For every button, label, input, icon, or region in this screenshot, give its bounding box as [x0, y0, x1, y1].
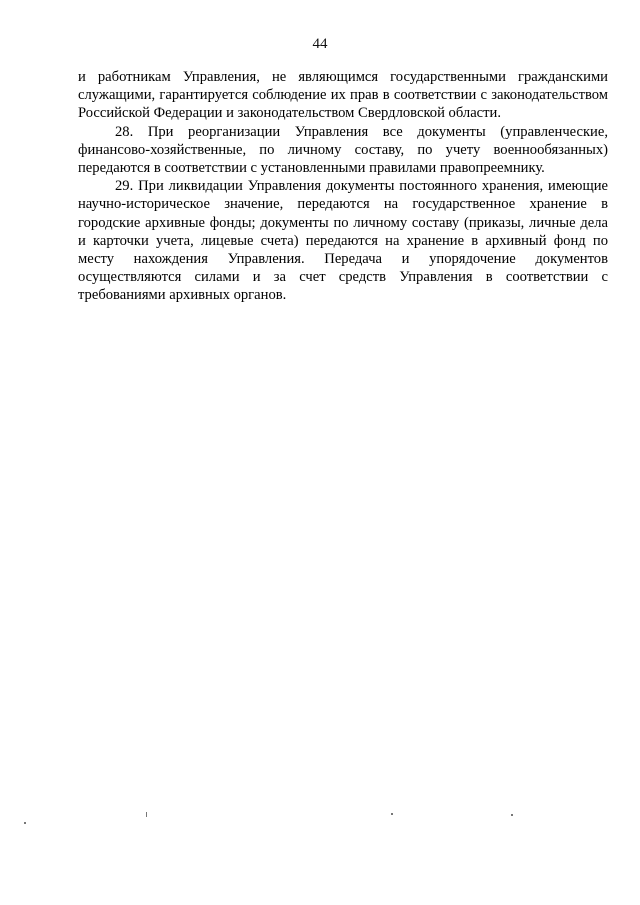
page-number: 44: [312, 36, 328, 52]
scan-speck: [391, 813, 393, 815]
scan-speck: [511, 814, 513, 816]
document-body: [78, 68, 608, 305]
paragraph-continuation: и работникам Управления, не являющимся государственными гражданскими служащими, гарантируется соблюдение их прав в соответствии с законодательством Российской Федерации и законодательством Свердловской области.: [78, 69, 608, 122]
scan-speck: [146, 812, 147, 817]
scan-speck: [24, 822, 26, 824]
paragraph-29: 29. При ликвидации Управления документы постоянного хранения, имеющие научно-историческое значение, передаются на государственное хранение в городские архивные фонды; документы по личному составу (приказы, личные дела и карточки учета, лицевые счета) передаются на хранение в архивный фонд по месту нахождения Управления. Передача и упорядочение документов осуществляются силами и за счет средств Управления в соответствии с требованиями архивных органов.: [78, 178, 608, 304]
paragraph-28: 28. При реорганизации Управления все документы (управленческие, финансово-хозяйственные, по личному составу, по учету военнообязанных) передаются в соответствии с установленными правилами правопреемнику.: [78, 123, 608, 177]
